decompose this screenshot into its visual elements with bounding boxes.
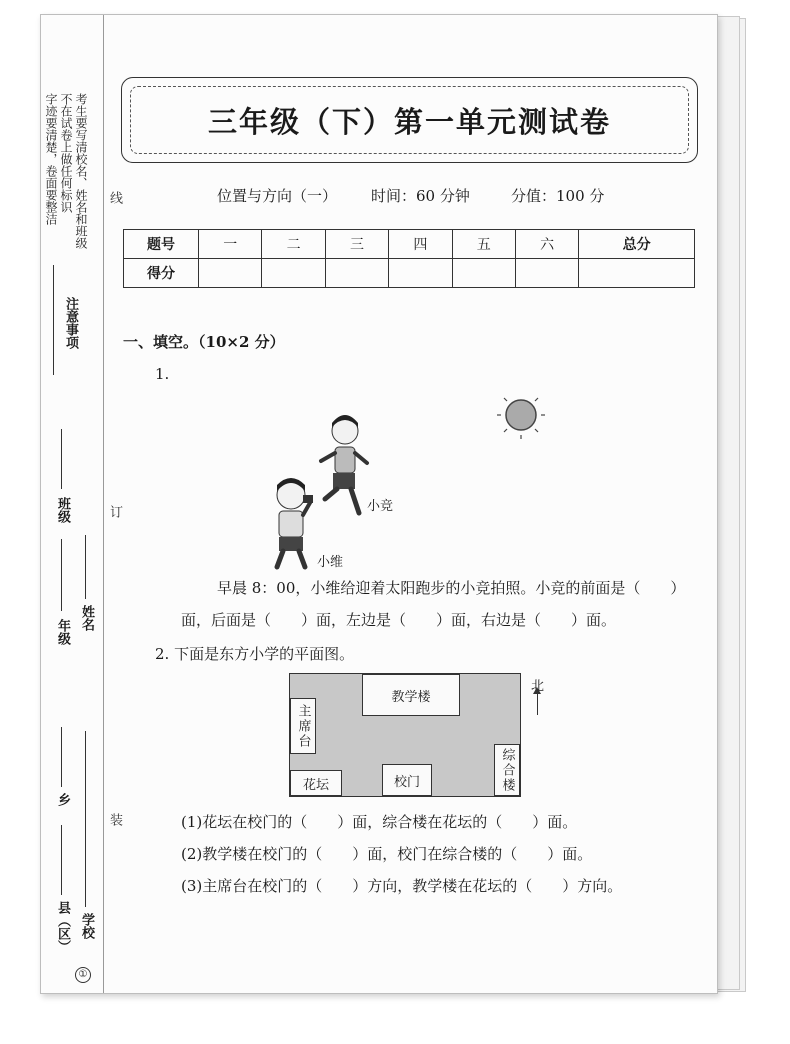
time-limit: 时间：60 分钟 xyxy=(371,187,470,205)
title-inner-border xyxy=(130,86,689,154)
class-label: 班级 xyxy=(55,497,70,523)
question-number-header: 题号 xyxy=(124,230,199,259)
notice-title: 注意事项 xyxy=(63,297,78,349)
photographer-boy-icon xyxy=(277,478,313,567)
binding-margin-line xyxy=(103,15,104,993)
township-line xyxy=(61,727,62,787)
score-cell xyxy=(452,259,515,288)
name-line xyxy=(85,535,86,599)
title-box xyxy=(121,77,698,163)
column-header: 三 xyxy=(325,230,388,259)
binding-mark-staple: 订 xyxy=(107,505,122,518)
q1-illustration xyxy=(255,395,555,575)
total-score: 分值：100 分 xyxy=(511,187,605,205)
score-table xyxy=(123,229,695,288)
grade-line xyxy=(61,539,62,611)
map-school-gate: 校门 xyxy=(382,764,432,796)
score-cell xyxy=(325,259,388,288)
township-label: 乡 xyxy=(55,793,70,806)
notice-line: 考生要写清校名、姓名和班级 xyxy=(74,93,88,249)
boy-label-xiaowei: 小维 xyxy=(317,555,344,570)
q2-sub3: (3)主席台在校门的（ ）方向，教学楼在花坛的（ ）方向。 xyxy=(181,877,623,895)
unit-topic: 位置与方向（一） xyxy=(217,187,338,205)
section-title: 一、填空。（10×2 分） xyxy=(123,333,285,351)
column-header: 四 xyxy=(389,230,452,259)
page-title: 三年级（下）第一单元测试卷 xyxy=(207,104,611,139)
school-map xyxy=(289,673,521,797)
north-label: 北 xyxy=(531,679,545,694)
score-cell xyxy=(515,259,578,288)
school-label: 学校 xyxy=(79,913,94,939)
county-line xyxy=(61,825,62,895)
class-line xyxy=(61,429,62,489)
binding-mark-bind: 装 xyxy=(107,813,122,826)
score-cell xyxy=(389,259,452,288)
runner-boy-icon xyxy=(321,415,367,513)
map-teaching-building: 教学楼 xyxy=(362,674,460,716)
question-number: 1. xyxy=(155,365,170,383)
q1-text-line2: 面，后面是（ ）面，左边是（ ）面，右边是（ ）面。 xyxy=(181,611,617,629)
notice-line: 不在试卷上做任何标识 xyxy=(59,93,73,213)
notice-divider xyxy=(53,265,54,375)
q1-text-line1: 早晨 8：00，小维给迎着太阳跑步的小竞拍照。小竞的前面是（ ） xyxy=(217,579,686,597)
binding-mark-line: 线 xyxy=(107,191,122,204)
score-table-header-row xyxy=(124,230,695,259)
county-label: 县（区） xyxy=(55,901,70,953)
boy-label-xiaojing: 小竞 xyxy=(367,499,394,514)
exam-page xyxy=(40,14,718,994)
map-rostrum: 主席台 xyxy=(290,698,316,754)
score-cell xyxy=(262,259,325,288)
score-table-score-row xyxy=(124,259,695,288)
notice-line: 字迹要清楚，卷面要整洁 xyxy=(44,93,58,225)
notice-text xyxy=(43,93,88,293)
map-flower-bed: 花坛 xyxy=(290,770,342,796)
q2-sub1: (1)花坛在校门的（ ）面，综合楼在花坛的（ ）面。 xyxy=(181,813,578,831)
q2-sub2: (2)教学楼在校门的（ ）面，校门在综合楼的（ ）面。 xyxy=(181,845,593,863)
column-header: 六 xyxy=(515,230,578,259)
column-header: 二 xyxy=(262,230,325,259)
north-arrow-icon xyxy=(537,693,538,715)
column-header: 一 xyxy=(199,230,262,259)
name-label: 姓名 xyxy=(79,605,94,631)
map-complex-building: 综合楼 xyxy=(494,744,520,796)
score-cell xyxy=(199,259,262,288)
score-row-header: 得分 xyxy=(124,259,199,288)
column-header: 总分 xyxy=(579,230,695,259)
school-line xyxy=(85,731,86,907)
score-cell xyxy=(579,259,695,288)
page-number: ① xyxy=(75,967,91,983)
column-header: 五 xyxy=(452,230,515,259)
q2-intro: 2. 下面是东方小学的平面图。 xyxy=(155,645,355,663)
grade-label: 年级 xyxy=(55,619,70,645)
sun-icon xyxy=(497,395,545,439)
